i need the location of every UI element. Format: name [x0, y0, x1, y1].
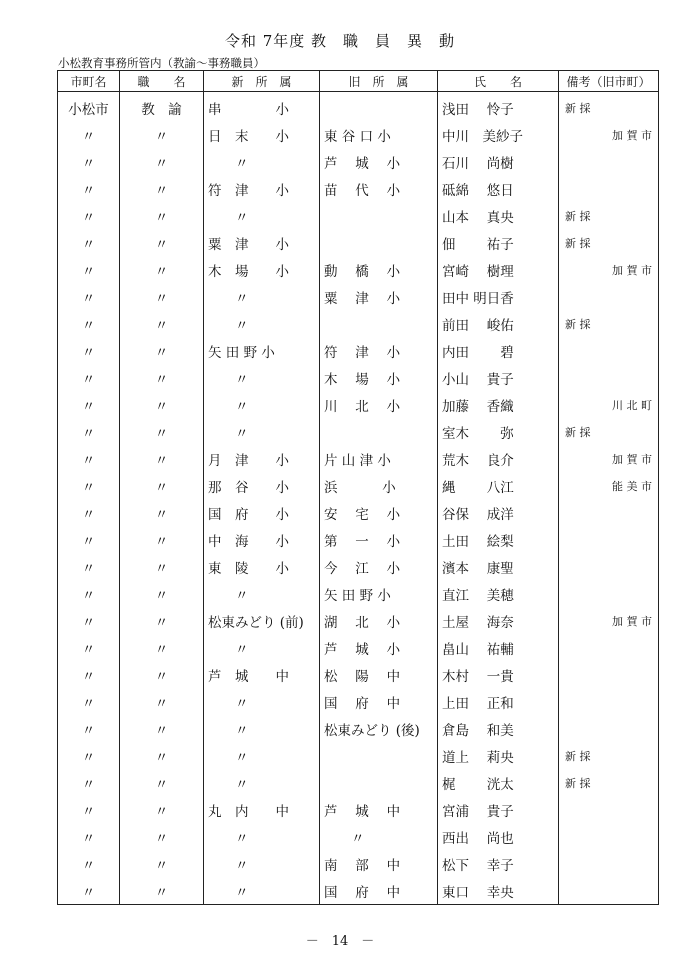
cell-new-school: 日 末 小	[204, 121, 320, 148]
cell-new-school: 〃	[204, 823, 320, 850]
cell-new-school: 粟 津 小	[204, 229, 320, 256]
cell-city: 〃	[58, 661, 120, 688]
cell-note: 加 賀 市	[559, 121, 659, 148]
cell-note: 新 採	[559, 418, 659, 445]
cell-note	[559, 850, 659, 877]
cell-old-school: 〃	[320, 823, 438, 850]
cell-role: 〃	[120, 445, 204, 472]
cell-city: 〃	[58, 175, 120, 202]
cell-name: 浅田 怜子	[438, 92, 559, 122]
cell-city: 〃	[58, 283, 120, 310]
table-row	[58, 769, 659, 796]
table-row	[58, 364, 659, 391]
cell-city: 〃	[58, 310, 120, 337]
cell-role: 〃	[120, 634, 204, 661]
cell-old-school	[320, 229, 438, 256]
cell-city: 〃	[58, 229, 120, 256]
table-row	[58, 391, 659, 418]
cell-name: 佃 祐子	[438, 229, 559, 256]
cell-old-school	[320, 418, 438, 445]
table-row	[58, 121, 659, 148]
cell-name: 内田 碧	[438, 337, 559, 364]
cell-new-school: 〃	[204, 391, 320, 418]
cell-note: 加 賀 市	[559, 445, 659, 472]
cell-name: 谷保 成洋	[438, 499, 559, 526]
cell-note	[559, 283, 659, 310]
cell-role: 〃	[120, 850, 204, 877]
cell-old-school: 国 府 中	[320, 877, 438, 905]
column-header-note: 備考（旧市町）	[559, 71, 659, 92]
cell-new-school: 〃	[204, 310, 320, 337]
cell-new-school: 〃	[204, 742, 320, 769]
table-row	[58, 715, 659, 742]
cell-old-school: 芦 城 中	[320, 796, 438, 823]
cell-name: 中川 美紗子	[438, 121, 559, 148]
column-header-name: 氏 名	[438, 71, 559, 92]
table-row	[58, 553, 659, 580]
table-row	[58, 607, 659, 634]
cell-city: 〃	[58, 607, 120, 634]
cell-new-school: 〃	[204, 634, 320, 661]
cell-role: 〃	[120, 661, 204, 688]
cell-note	[559, 877, 659, 905]
cell-note: 新 採	[559, 202, 659, 229]
cell-name: 土屋 海奈	[438, 607, 559, 634]
table-row	[58, 175, 659, 202]
cell-old-school: 今 江 小	[320, 553, 438, 580]
cell-city: 〃	[58, 526, 120, 553]
cell-old-school: 湖 北 小	[320, 607, 438, 634]
cell-new-school: 〃	[204, 877, 320, 905]
cell-city: 〃	[58, 850, 120, 877]
cell-note: 新 採	[559, 742, 659, 769]
cell-new-school: 月 津 小	[204, 445, 320, 472]
cell-city: 〃	[58, 121, 120, 148]
cell-name: 宮崎 樹理	[438, 256, 559, 283]
cell-new-school: 〃	[204, 364, 320, 391]
cell-old-school: 片 山 津 小	[320, 445, 438, 472]
cell-new-school: 木 場 小	[204, 256, 320, 283]
section-subtitle: 小松教育事務所管内（教諭～事務職員）	[58, 56, 265, 70]
cell-new-school: 〃	[204, 283, 320, 310]
cell-name: 倉島 和美	[438, 715, 559, 742]
cell-name: 縄 八江	[438, 472, 559, 499]
cell-note	[559, 661, 659, 688]
cell-old-school	[320, 310, 438, 337]
table-header-row	[58, 71, 659, 92]
cell-role: 〃	[120, 337, 204, 364]
table-row	[58, 877, 659, 905]
cell-name: 畠山 祐輔	[438, 634, 559, 661]
table-row	[58, 310, 659, 337]
cell-role: 〃	[120, 364, 204, 391]
cell-new-school: 矢 田 野 小	[204, 337, 320, 364]
cell-role: 〃	[120, 499, 204, 526]
cell-name: 濱本 康聖	[438, 553, 559, 580]
table-row	[58, 148, 659, 175]
cell-name: 石川 尚樹	[438, 148, 559, 175]
cell-name: 田中 明日香	[438, 283, 559, 310]
cell-name: 宮浦 貴子	[438, 796, 559, 823]
cell-old-school: 動 橋 小	[320, 256, 438, 283]
table-row	[58, 634, 659, 661]
cell-note	[559, 526, 659, 553]
cell-note	[559, 823, 659, 850]
cell-role: 〃	[120, 877, 204, 905]
cell-role: 〃	[120, 256, 204, 283]
cell-city: 〃	[58, 715, 120, 742]
cell-old-school	[320, 769, 438, 796]
cell-role: 〃	[120, 823, 204, 850]
cell-old-school	[320, 202, 438, 229]
cell-name: 加藤 香織	[438, 391, 559, 418]
cell-city: 〃	[58, 796, 120, 823]
cell-note	[559, 715, 659, 742]
cell-old-school: 粟 津 小	[320, 283, 438, 310]
cell-city: 〃	[58, 553, 120, 580]
cell-role: 〃	[120, 553, 204, 580]
cell-note	[559, 634, 659, 661]
cell-old-school: 松 陽 中	[320, 661, 438, 688]
cell-role: 〃	[120, 688, 204, 715]
cell-note: 新 採	[559, 92, 659, 122]
cell-city: 〃	[58, 472, 120, 499]
cell-old-school: 川 北 小	[320, 391, 438, 418]
column-header-new-school: 新 所 属	[204, 71, 320, 92]
cell-role: 〃	[120, 526, 204, 553]
cell-role: 〃	[120, 229, 204, 256]
cell-new-school: 〃	[204, 769, 320, 796]
page-number: － 14 －	[305, 934, 375, 949]
cell-old-school: 南 部 中	[320, 850, 438, 877]
cell-name: 前田 峻佑	[438, 310, 559, 337]
cell-old-school: 浜 小	[320, 472, 438, 499]
cell-new-school: 那 谷 小	[204, 472, 320, 499]
cell-name: 土田 絵梨	[438, 526, 559, 553]
cell-role: 〃	[120, 796, 204, 823]
cell-name: 梶 洸太	[438, 769, 559, 796]
cell-role: 〃	[120, 472, 204, 499]
cell-old-school: 矢 田 野 小	[320, 580, 438, 607]
cell-old-school: 木 場 小	[320, 364, 438, 391]
table-row	[58, 445, 659, 472]
cell-city: 〃	[58, 445, 120, 472]
cell-name: 小山 貴子	[438, 364, 559, 391]
cell-new-school: 〃	[204, 850, 320, 877]
cell-city: 〃	[58, 256, 120, 283]
cell-new-school: 〃	[204, 418, 320, 445]
cell-city: 〃	[58, 499, 120, 526]
table-row	[58, 796, 659, 823]
cell-note	[559, 796, 659, 823]
cell-role: 教 諭	[120, 92, 204, 122]
cell-note	[559, 175, 659, 202]
table-row	[58, 92, 659, 122]
cell-role: 〃	[120, 607, 204, 634]
table-row	[58, 526, 659, 553]
cell-old-school: 苗 代 小	[320, 175, 438, 202]
cell-city: 〃	[58, 391, 120, 418]
table-row	[58, 472, 659, 499]
cell-note	[559, 148, 659, 175]
cell-role: 〃	[120, 418, 204, 445]
table-row	[58, 418, 659, 445]
table-row	[58, 256, 659, 283]
column-header-role: 職 名	[120, 71, 204, 92]
cell-note: 加 賀 市	[559, 256, 659, 283]
table-row	[58, 850, 659, 877]
cell-note	[559, 337, 659, 364]
cell-new-school: 〃	[204, 148, 320, 175]
cell-note	[559, 364, 659, 391]
cell-name: 東口 幸央	[438, 877, 559, 905]
cell-name: 木村 一貴	[438, 661, 559, 688]
cell-note	[559, 553, 659, 580]
cell-old-school: 東 谷 口 小	[320, 121, 438, 148]
cell-city: 〃	[58, 148, 120, 175]
cell-note	[559, 580, 659, 607]
cell-old-school: 芦 城 小	[320, 148, 438, 175]
cell-city: 〃	[58, 823, 120, 850]
cell-old-school: 松東みどり (後)	[320, 715, 438, 742]
cell-old-school	[320, 742, 438, 769]
cell-role: 〃	[120, 121, 204, 148]
column-header-old-school: 旧 所 属	[320, 71, 438, 92]
table-row	[58, 661, 659, 688]
cell-old-school: 芦 城 小	[320, 634, 438, 661]
cell-name: 砥綿 悠日	[438, 175, 559, 202]
cell-name: 山本 真央	[438, 202, 559, 229]
cell-new-school: 国 府 小	[204, 499, 320, 526]
cell-new-school: 松東みどり (前)	[204, 607, 320, 634]
cell-note: 新 採	[559, 310, 659, 337]
cell-old-school: 符 津 小	[320, 337, 438, 364]
cell-role: 〃	[120, 769, 204, 796]
table-row	[58, 499, 659, 526]
cell-new-school: 〃	[204, 688, 320, 715]
table-row	[58, 823, 659, 850]
cell-old-school	[320, 92, 438, 122]
cell-city: 〃	[58, 580, 120, 607]
cell-new-school: 中 海 小	[204, 526, 320, 553]
table-row	[58, 337, 659, 364]
cell-role: 〃	[120, 391, 204, 418]
cell-role: 〃	[120, 148, 204, 175]
table-row	[58, 283, 659, 310]
cell-note	[559, 499, 659, 526]
table-row	[58, 580, 659, 607]
cell-role: 〃	[120, 742, 204, 769]
cell-name: 直江 美穂	[438, 580, 559, 607]
cell-city: 〃	[58, 769, 120, 796]
cell-new-school: 〃	[204, 715, 320, 742]
column-header-city: 市町名	[58, 71, 120, 92]
cell-new-school: 〃	[204, 202, 320, 229]
cell-role: 〃	[120, 310, 204, 337]
cell-city: 〃	[58, 337, 120, 364]
cell-new-school: 〃	[204, 580, 320, 607]
cell-city: 〃	[58, 688, 120, 715]
cell-old-school: 安 宅 小	[320, 499, 438, 526]
cell-note: 川 北 町	[559, 391, 659, 418]
cell-new-school: 東 陵 小	[204, 553, 320, 580]
cell-city: 小松市	[58, 92, 120, 122]
cell-city: 〃	[58, 202, 120, 229]
cell-new-school: 丸 内 中	[204, 796, 320, 823]
cell-name: 室木 弥	[438, 418, 559, 445]
cell-note: 新 採	[559, 769, 659, 796]
table-row	[58, 688, 659, 715]
cell-city: 〃	[58, 742, 120, 769]
cell-note: 新 採	[559, 229, 659, 256]
cell-city: 〃	[58, 877, 120, 905]
cell-note	[559, 688, 659, 715]
cell-city: 〃	[58, 418, 120, 445]
cell-name: 上田 正和	[438, 688, 559, 715]
cell-role: 〃	[120, 202, 204, 229]
cell-role: 〃	[120, 283, 204, 310]
cell-new-school: 串 小	[204, 92, 320, 122]
cell-role: 〃	[120, 580, 204, 607]
table-row	[58, 229, 659, 256]
cell-role: 〃	[120, 175, 204, 202]
cell-name: 道上 莉央	[438, 742, 559, 769]
cell-old-school: 第 一 小	[320, 526, 438, 553]
cell-city: 〃	[58, 634, 120, 661]
table-row	[58, 742, 659, 769]
cell-note: 加 賀 市	[559, 607, 659, 634]
table-row	[58, 202, 659, 229]
cell-new-school: 符 津 小	[204, 175, 320, 202]
cell-old-school: 国 府 中	[320, 688, 438, 715]
cell-name: 荒木 良介	[438, 445, 559, 472]
cell-new-school: 芦 城 中	[204, 661, 320, 688]
cell-city: 〃	[58, 364, 120, 391]
cell-note: 能 美 市	[559, 472, 659, 499]
cell-name: 西出 尚也	[438, 823, 559, 850]
cell-name: 松下 幸子	[438, 850, 559, 877]
cell-role: 〃	[120, 715, 204, 742]
page-title: 令和 7年度 教 職 員 異 動	[224, 32, 456, 50]
personnel-transfer-table	[57, 70, 659, 905]
